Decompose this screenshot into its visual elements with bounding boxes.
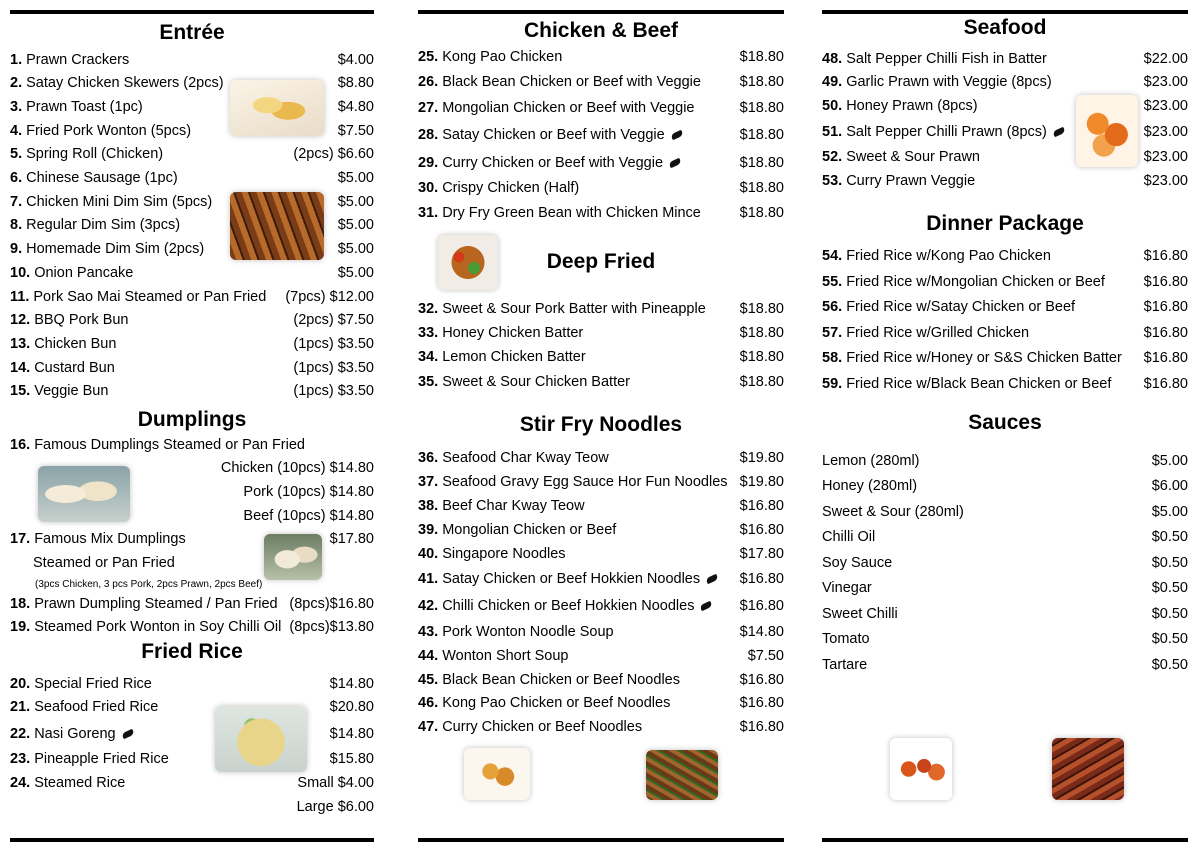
menu-item: 49. Garlic Prawn with Veggie (8pcs) $23.00 (822, 74, 1188, 90)
beef-noodles-photo (1052, 738, 1124, 800)
sauce-item: Tartare $0.50 (822, 657, 1188, 673)
menu-item: 1. Prawn Crackers $4.00 (10, 52, 374, 68)
menu-item: 43. Pork Wonton Noodle Soup $14.80 (418, 624, 784, 640)
menu-item: 44. Wonton Short Soup $7.50 (418, 648, 784, 664)
top-rule (418, 10, 784, 14)
menu-item: 42. Chilli Chicken or Beef Hokkien Noodles $16.80 (418, 598, 784, 614)
menu-item: 12. BBQ Pork Bun (2pcs) $7.50 (10, 312, 374, 328)
menu-item: 27. Mongolian Chicken or Beef with Veggie $18.80 (418, 100, 784, 116)
top-rule (10, 10, 374, 14)
menu-item: 13. Chicken Bun (1pcs) $3.50 (10, 336, 374, 352)
menu-item: 57. Fried Rice w/Grilled Chicken $16.80 (822, 325, 1188, 341)
menu-item: 46. Kong Pao Chicken or Beef Noodles $16.80 (418, 695, 784, 711)
menu-item: 54. Fried Rice w/Kong Pao Chicken $16.80 (822, 248, 1188, 264)
menu-item: 35. Sweet & Sour Chicken Batter $18.80 (418, 374, 784, 390)
spring-roll-photo (230, 80, 324, 136)
menu-item: 39. Mongolian Chicken or Beef $16.80 (418, 522, 784, 538)
menu-item: 40. Singapore Noodles $17.80 (418, 546, 784, 562)
menu-item: 17. Famous Mix Dumplings $17.80 (10, 531, 374, 547)
menu-item: 25. Kong Pao Chicken $18.80 (418, 49, 784, 65)
menu-item: 5. Spring Roll (Chicken) (2pcs) $6.60 (10, 146, 374, 162)
menu-item-note: (3pcs Chicken, 3 pcs Pork, 2pcs Prawn, 2pcs Beef) (35, 579, 263, 590)
noodles-photo (646, 750, 718, 800)
menu-item: 30. Crispy Chicken (Half) $18.80 (418, 180, 784, 196)
section-title-entree: Entrée (159, 21, 225, 44)
chili-pepper-icon (668, 158, 681, 169)
menu-item: 20. Special Fried Rice $14.80 (10, 676, 374, 692)
menu-item: 15. Veggie Bun (1pcs) $3.50 (10, 383, 374, 399)
section-title-sauces: Sauces (968, 411, 1042, 434)
menu-item: 28. Satay Chicken or Beef with Veggie $18.80 (418, 127, 784, 143)
menu-item: 9. Homemade Dim Sim (2pcs) $5.00 (10, 241, 374, 257)
menu-item: 14. Custard Bun (1pcs) $3.50 (10, 360, 374, 376)
menu-item: 29. Curry Chicken or Beef with Veggie $18.80 (418, 155, 784, 171)
menu-item: 19. Steamed Pork Wonton in Soy Chilli Oil (8pcs)$13.80 (10, 619, 374, 635)
menu-item: 32. Sweet & Sour Pork Batter with Pineapple $18.80 (418, 301, 784, 317)
menu-item: 45. Black Bean Chicken or Beef Noodles $16.80 (418, 672, 784, 688)
sauce-item: Vinegar $0.50 (822, 580, 1188, 596)
menu-item: 58. Fried Rice w/Honey or S&S Chicken Batter $16.80 (822, 350, 1188, 366)
menu-item: 4. Fried Pork Wonton (5pcs) $7.50 (10, 123, 374, 139)
menu-column-2 (418, 0, 784, 853)
menu-item: 26. Black Bean Chicken or Beef with Veggie $18.80 (418, 74, 784, 90)
satay-skewers-photo (230, 192, 324, 260)
bottom-rule (418, 838, 784, 842)
menu-item: 3. Prawn Toast (1pc) $4.80 (10, 99, 374, 115)
menu-item: 47. Curry Chicken or Beef Noodles $16.80 (418, 719, 784, 735)
menu-item-option: Beef (10pcs) $14.80 (243, 508, 374, 524)
sauce-item: Lemon (280ml) $5.00 (822, 453, 1188, 469)
section-title-chicken-beef: Chicken & Beef (523, 19, 679, 42)
menu-item: 36. Seafood Char Kway Teow $19.80 (418, 450, 784, 466)
section-title-seafood: Seafood (963, 16, 1047, 39)
prawn-photo (1076, 95, 1138, 167)
section-title-dinner-package: Dinner Package (926, 212, 1084, 235)
menu-item: 18. Prawn Dumpling Steamed / Pan Fried (8pcs)$16.80 (10, 596, 374, 612)
mix-dumplings-photo (264, 534, 322, 580)
menu-item: 53. Curry Prawn Veggie $23.00 (822, 173, 1188, 189)
menu-item: 56. Fried Rice w/Satay Chicken or Beef $16.80 (822, 299, 1188, 315)
menu-item: 48. Salt Pepper Chilli Fish in Batter $22.00 (822, 51, 1188, 67)
menu-column-3 (822, 0, 1188, 853)
chili-pepper-icon (1052, 127, 1065, 138)
menu-item: 37. Seafood Gravy Egg Sauce Hor Fun Noodles $19.80 (418, 474, 784, 490)
section-title-deep-fried: Deep Fried (546, 250, 656, 273)
sauce-item: Honey (280ml) $6.00 (822, 478, 1188, 494)
menu-item: 31. Dry Fry Green Bean with Chicken Mince $18.80 (418, 205, 784, 221)
menu-item: 10. Onion Pancake $5.00 (10, 265, 374, 281)
menu-item-option: Pork (10pcs) $14.80 (243, 484, 374, 500)
menu-item: 23. Pineapple Fried Rice $15.80 (10, 751, 374, 767)
honey-chicken-photo (464, 748, 530, 800)
chili-pepper-icon (121, 729, 134, 740)
section-title-fried-rice: Fried Rice (141, 640, 243, 663)
menu-item-option: Chicken (10pcs) $14.80 (220, 460, 374, 476)
menu-item: 50. Honey Prawn (8pcs) $23.00 (822, 98, 1188, 114)
menu-item: 59. Fried Rice w/Black Bean Chicken or Beef $16.80 (822, 376, 1188, 392)
menu-item: 16. Famous Dumplings Steamed or Pan Fried (10, 437, 305, 453)
menu-item: 7. Chicken Mini Dim Sim (5pcs) $5.00 (10, 194, 374, 210)
menu-item: 33. Honey Chicken Batter $18.80 (418, 325, 784, 341)
section-title-stir-fry-noodles: Stir Fry Noodles (519, 413, 683, 436)
bottom-rule (10, 838, 374, 842)
menu-item: 38. Beef Char Kway Teow $16.80 (418, 498, 784, 514)
menu-item: 6. Chinese Sausage (1pc) $5.00 (10, 170, 374, 186)
bottom-rule (822, 838, 1188, 842)
fried-rice-photo (215, 706, 307, 772)
sauce-item: Sweet & Sour (280ml) $5.00 (822, 504, 1188, 520)
menu-item: 41. Satay Chicken or Beef Hokkien Noodles $16.80 (418, 571, 784, 587)
sauce-item: Chilli Oil $0.50 (822, 529, 1188, 545)
menu-column-1 (10, 0, 374, 853)
top-rule (822, 10, 1188, 14)
chili-pepper-icon (705, 574, 718, 585)
menu-item: 55. Fried Rice w/Mongolian Chicken or Beef $16.80 (822, 274, 1188, 290)
menu-item: 11. Pork Sao Mai Steamed or Pan Fried (7pcs) $12.00 (10, 289, 374, 305)
menu-item: 22. Nasi Goreng $14.80 (10, 726, 374, 742)
section-title-dumplings: Dumplings (137, 408, 247, 431)
chili-pepper-icon (700, 601, 713, 612)
menu-item-line2: Steamed or Pan Fried (33, 555, 175, 571)
menu-item: 52. Sweet & Sour Prawn $23.00 (822, 149, 1188, 165)
sweet-sour-chicken-photo (890, 738, 952, 800)
sauce-item: Sweet Chilli $0.50 (822, 606, 1188, 622)
menu-item: 21. Seafood Fried Rice $20.80 (10, 699, 374, 715)
sauce-item: Tomato $0.50 (822, 631, 1188, 647)
menu-item-option: Large $6.00 (296, 799, 374, 815)
menu-item: 24. Steamed Rice Small $4.00 (10, 775, 374, 791)
sauce-item: Soy Sauce $0.50 (822, 555, 1188, 571)
menu-item: 8. Regular Dim Sim (3pcs) $5.00 (10, 217, 374, 233)
menu-item: 2. Satay Chicken Skewers (2pcs) $8.80 (10, 75, 374, 91)
menu-item: 51. Salt Pepper Chilli Prawn (8pcs) $23.00 (822, 124, 1188, 140)
menu-item: 34. Lemon Chicken Batter $18.80 (418, 349, 784, 365)
chili-pepper-icon (670, 130, 683, 141)
dumplings-photo (38, 466, 130, 522)
